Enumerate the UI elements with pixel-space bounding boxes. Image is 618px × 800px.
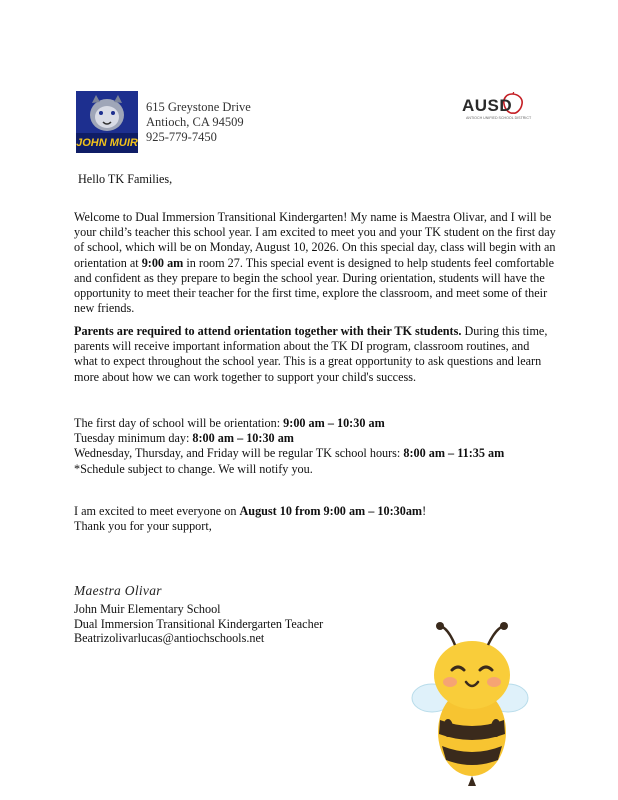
closing-1-date: August 10 from 9:00 am – 10:30am <box>239 504 423 518</box>
paragraph-parents <box>74 324 556 385</box>
signature-school: John Muir Elementary School <box>74 602 221 616</box>
greeting: Hello TK Families, <box>78 172 173 186</box>
schedule <box>74 416 556 477</box>
signature-block <box>74 602 323 646</box>
address-city: Antioch, CA 94509 <box>146 115 244 129</box>
schedule-3-time: 8:00 am – 11:35 am <box>403 446 505 461</box>
p1-text-end: in room 27. This special event is designed to help students feel comfortable and confident as they prepare to begin the school year. During orientation, students will have the opportunity to meet their teacher for the first time, explore the classroom, and meet some of their new friends. <box>74 255 555 316</box>
signature-email: Beatrizolivarlucas@antiochschools.net <box>74 631 265 646</box>
address-street: 615 Greystone Drive <box>146 100 251 114</box>
schedule-2-label: Tuesday minimum day: <box>74 431 193 446</box>
p1-text: Welcome to Dual Immersion Transitional Kindergarten! My name is Maestra Olivar, and I will be your child’s teacher this school year. I am excited to meet you and your TK student on the first day of school, which will be on Monday, August 10, 2026. On this special day, class will begin with an orientation at <box>74 210 556 270</box>
p2-text: During this time, parents will receive important information about the TK DI program, classroom routines, and what to expect throughout the school year. This is a great opportunity to ask questions and learn more about how we can work together to support your child's success. <box>74 324 548 384</box>
signature-title: Dual Immersion Transitional Kindergarten Teacher <box>74 616 324 631</box>
district-logo-text: AUSD <box>462 96 513 115</box>
svg-text:JOHN MUIR: JOHN MUIR <box>76 137 138 149</box>
district-logo-subtext: ANTIOCH UNIFIED SCHOOL DISTRICT <box>466 116 532 120</box>
schedule-line-2 <box>74 431 556 446</box>
schedule-1-time: 9:00 am – 10:30 am <box>283 416 385 430</box>
schedule-note: *Schedule subject to change. We will notify you. <box>74 461 313 476</box>
paragraph-welcome <box>74 210 556 316</box>
signature-name: Maestra Olivar <box>74 583 162 598</box>
schedule-3-label: Wednesday, Thursday, and Friday will be regular TK school hours: <box>74 446 404 461</box>
schedule-2-time: 8:00 am – 10:30 am <box>192 431 294 446</box>
schedule-line-1 <box>74 416 556 431</box>
closing-line-1 <box>74 504 426 519</box>
school-logo <box>76 91 138 153</box>
bee-illustration <box>410 620 530 790</box>
p2-bold: Parents are required to attend orientation together with their TK students. <box>74 324 462 338</box>
schedule-line-3 <box>74 446 556 461</box>
address-phone: 925-779-7450 <box>146 130 217 144</box>
closing-line-2: Thank you for your support, <box>74 519 212 534</box>
schedule-1-label: The first day of school will be orientation: <box>74 416 284 430</box>
school-address <box>146 100 251 145</box>
closing <box>74 504 426 534</box>
p1-time: 9:00 am <box>141 255 184 270</box>
district-logo <box>462 92 532 122</box>
closing-1-end: ! <box>422 504 427 518</box>
closing-1-text: I am excited to meet everyone on <box>74 504 240 518</box>
